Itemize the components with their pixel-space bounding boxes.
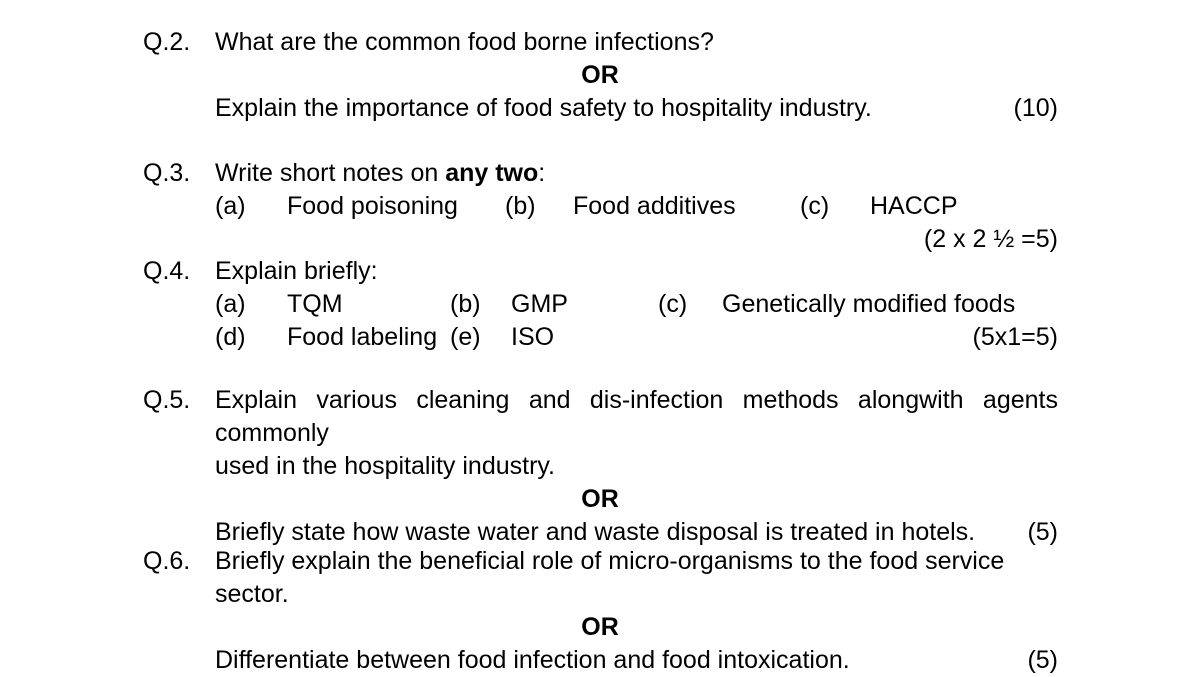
option-label-q3-a: Food poisoning [287, 192, 458, 220]
question-q5-text-line-1: Explain various cleaning and dis-infection methods alongwith agents commonly [215, 386, 1058, 447]
question-q3-stem [215, 157, 1058, 190]
option-key-q4-a: (a) [215, 290, 246, 318]
question-q2-text: What are the common food borne infections? [215, 28, 714, 56]
option-key-q3-b: (b) [505, 192, 536, 220]
option-key-q3-c: (c) [800, 192, 830, 220]
question-q6-marks: (5) [1027, 646, 1058, 674]
question-q5-marks: (5) [1027, 518, 1058, 546]
option-key-q4-d: (d) [215, 323, 246, 351]
option-label-q3-c: HACCP [870, 192, 958, 220]
question-block-q2 [143, 26, 1058, 125]
question-q3-stem-before: Write short notes on [215, 159, 446, 187]
question-q4-options-row-1 [215, 288, 1058, 321]
question-q5-text-line-2: used in the hospitality industry. [215, 452, 556, 480]
question-q2-alternative-row [215, 92, 1058, 125]
question-q3-options-row [215, 190, 1058, 223]
question-number-q5: Q.5. [143, 386, 191, 414]
question-q4-options-row-2 [215, 321, 1058, 354]
option-key-q4-b: (b) [450, 290, 481, 318]
question-q3-stem-emphasis: any two [445, 159, 539, 187]
question-q3-stem-after: : [538, 159, 546, 187]
question-q2-main-row [143, 26, 1058, 59]
question-q6-main-row [143, 545, 1058, 611]
question-q6-alternative-text: Differentiate between food infection and food intoxication. [215, 646, 850, 674]
question-number-q4: Q.4. [143, 257, 191, 285]
question-number-q2: Q.2. [143, 28, 191, 56]
question-q3-marks-row [215, 223, 1058, 256]
question-q3-main-row [143, 157, 1058, 190]
question-q4-stem: Explain briefly: [215, 257, 378, 285]
option-label-q4-e: ISO [511, 323, 555, 351]
or-separator-q6: OR [581, 613, 619, 641]
question-q5-main-row [143, 384, 1058, 450]
or-separator-q2: OR [581, 61, 619, 89]
question-q6-alternative-row [215, 644, 1058, 677]
option-label-q3-b: Food additives [573, 192, 736, 220]
question-block-q3 [143, 157, 1058, 256]
option-label-q4-d: Food labeling [287, 323, 438, 351]
question-q3-marks: (2 x 2 ½ =5) [923, 225, 1058, 253]
question-block-q4 [143, 255, 1058, 354]
option-key-q4-c: (c) [658, 290, 688, 318]
question-q6-text: Briefly explain the beneficial role of micro-organisms to the food service sector. [215, 547, 1005, 608]
option-key-q4-e: (e) [450, 323, 481, 351]
option-key-q3-a: (a) [215, 192, 246, 220]
question-q4-main-row [143, 255, 1058, 288]
question-q2-alternative-text: Explain the importance of food safety to hospitality industry. [215, 94, 872, 122]
question-number-q6: Q.6. [143, 547, 191, 575]
question-block-q6 [143, 545, 1058, 674]
or-separator-q5: OR [581, 485, 619, 513]
question-number-q3: Q.3. [143, 159, 191, 187]
option-label-q4-b: GMP [511, 290, 568, 318]
question-q4-marks: (5x1=5) [972, 323, 1058, 351]
question-q5-alternative-text: Briefly state how waste water and waste disposal is treated in hotels. [215, 518, 976, 546]
question-q2-marks: (10) [1013, 94, 1058, 122]
question-block-q5 [143, 384, 1058, 549]
option-label-q4-c: Genetically modified foods [722, 290, 1016, 318]
option-label-q4-a: TQM [287, 290, 343, 318]
